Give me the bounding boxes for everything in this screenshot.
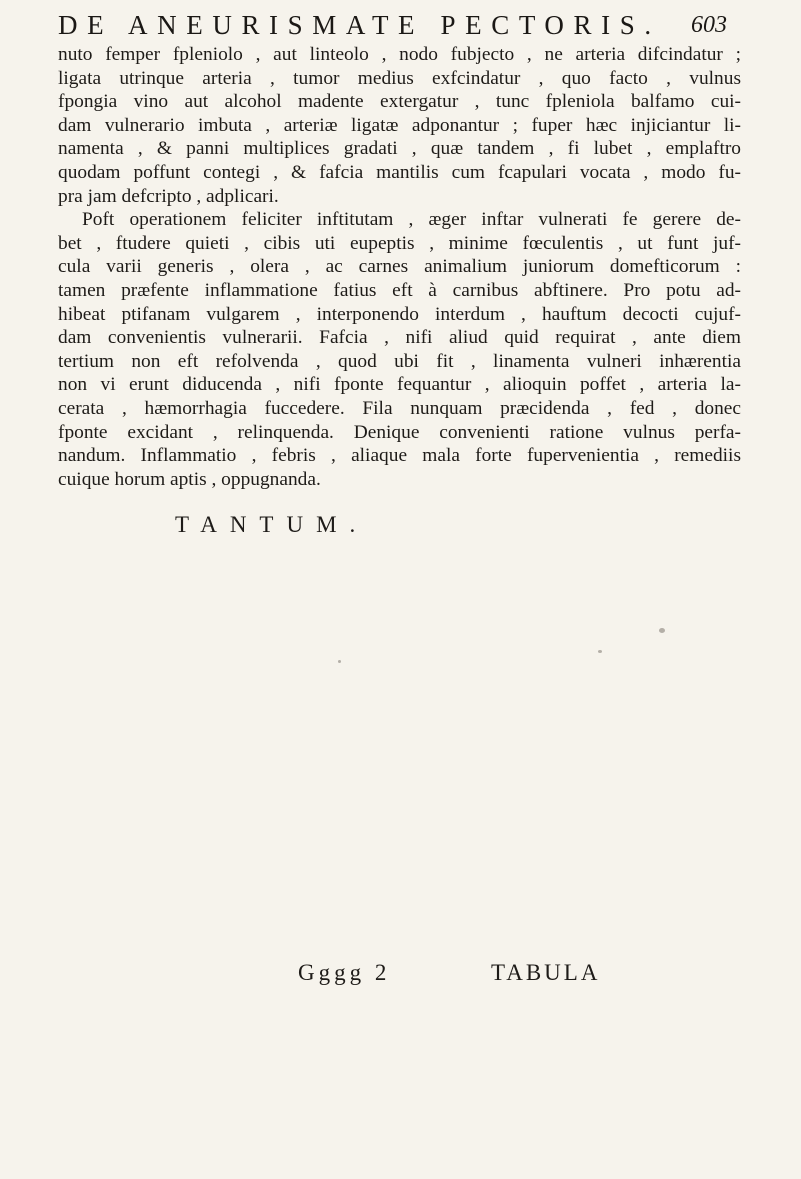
signature-mark: Gggg 2 — [298, 960, 391, 985]
text-line: bet , ftudere quieti , cibis uti eupeptis , minime fœculentis , ut funt juf- — [58, 232, 741, 254]
body-text — [58, 43, 741, 491]
text-line: hibeat ptifanam vulgarem , interponendo interdum , hauftum decocti cujuf- — [58, 303, 741, 325]
ink-speck — [598, 650, 602, 653]
running-head — [58, 10, 738, 46]
page-number: 603 — [691, 12, 727, 38]
running-title: DE ANEURISMATE PECTORIS. — [58, 10, 661, 40]
text-line: dam convenientis vulnerarii. Fafcia , nifi aliud quid requirat , ante diem — [58, 327, 741, 349]
ink-speck — [338, 660, 341, 663]
text-line: cuique horum aptis , oppugnanda. — [58, 468, 321, 490]
text-line: dam vulnerario imbuta , arteriæ ligatæ adponantur ; fuper hæc injiciantur li- — [58, 114, 741, 136]
text-line: fpongia vino aut alcohol madente extergatur , tunc fpleniola balfamo cui- — [58, 91, 741, 113]
text-line: tertium non eft refolvenda , quod ubi fit , linamenta vulneri inhærentia — [58, 350, 741, 372]
ink-speck — [659, 628, 665, 633]
text-line: cula varii generis , olera , ac carnes animalium juniorum domefticorum : — [58, 256, 741, 278]
text-line: tamen præfente inflammatione fatius eft à carnibus abftinere. Pro potu ad- — [58, 279, 741, 301]
catchword: TABULA — [491, 960, 601, 985]
text-line: cerata , hæmorrhagia fuccedere. Fila nunquam præcidenda , fed , donec — [58, 397, 741, 419]
text-line: ligata utrinque arteria , tumor medius exfcindatur , quo facto , vulnus — [58, 67, 741, 89]
finis-mark: TANTUM. — [175, 512, 369, 537]
text-line: quodam poffunt contegi , & fafcia mantilis cum fcapulari vocata , modo fu- — [58, 161, 741, 183]
text-line: Poft operationem feliciter inftitutam , æger inftar vulnerati fe gerere de- — [82, 209, 741, 231]
text-line: namenta , & panni multiplices gradati , quæ tandem , fi lubet , emplaftro — [58, 138, 741, 160]
text-line: fponte excidant , relinquenda. Denique convenienti ratione vulnus perfa- — [58, 421, 741, 443]
text-line: non vi erunt diducenda , nifi fponte fequantur , alioquin poffet , arteria la- — [58, 374, 741, 396]
page-footer — [298, 960, 738, 994]
text-line: nandum. Inflammatio , febris , aliaque mala forte fupervenientia , remediis — [58, 445, 741, 467]
text-line: nuto femper fpleniolo , aut linteolo , nodo fubjecto , ne arteria difcindatur ; — [58, 44, 741, 65]
text-line: pra jam defcripto , adplicari. — [58, 185, 279, 207]
